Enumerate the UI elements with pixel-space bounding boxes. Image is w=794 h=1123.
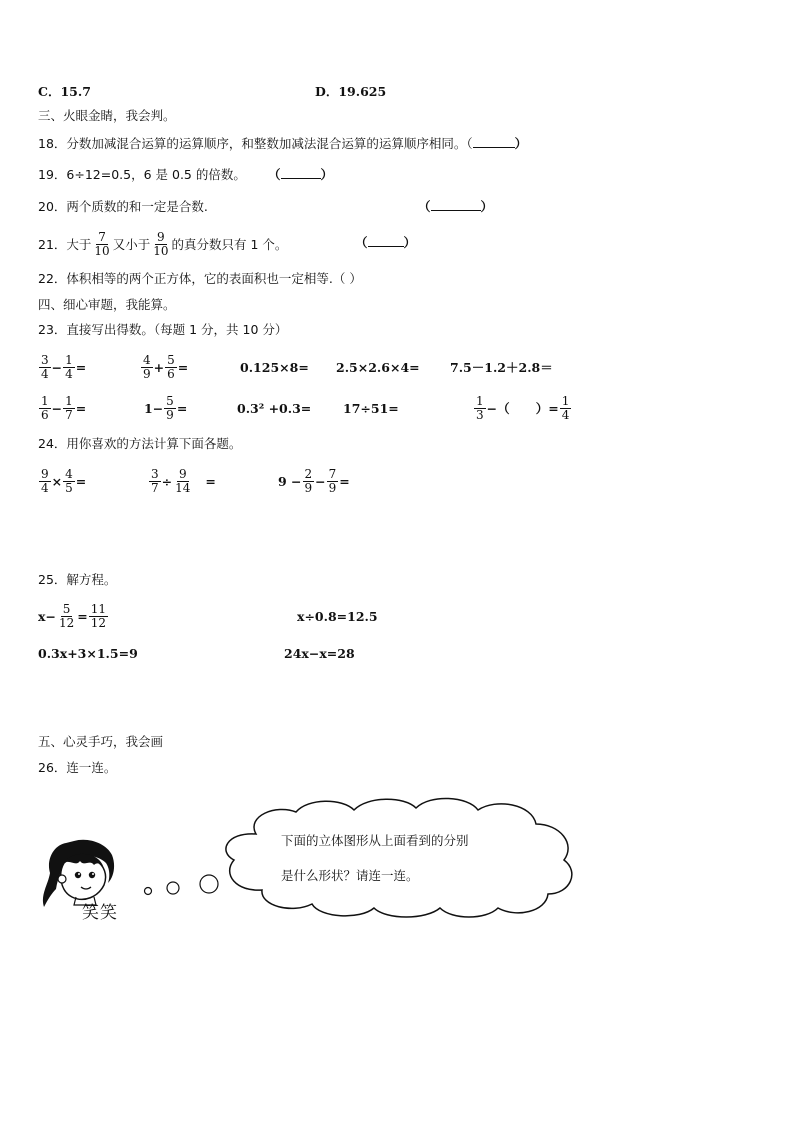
option-c: C．15.7 <box>38 84 91 99</box>
section-5-title: 五、心灵手巧，我会画 <box>38 734 164 749</box>
question-23-title: 23．直接写出得数。（每题 1 分，共 10 分） <box>38 322 288 337</box>
q23-item-5: 7.5－1.2＋2.8＝ <box>450 360 553 375</box>
q21-answer <box>355 235 416 251</box>
q20-answer <box>418 199 493 215</box>
q23-item-7: 1− $\frac{5}{9}$ = <box>144 393 188 422</box>
question-18 <box>38 136 527 152</box>
q24-item-2: $\frac{3}{7}$ ÷ $\frac{9}{14}$ = <box>151 466 216 495</box>
q21-pre: 21．大于 <box>38 237 92 252</box>
question-22: 22．体积相等的两个正方体，它的表面积也一定相等.（ ） <box>38 271 362 286</box>
q23-item-6: $\frac{1}{6}$ − $\frac{1}{7}$ = <box>41 393 87 422</box>
q21-fraction-1: $\frac{7}{10}$ <box>94 229 110 258</box>
q23-item-2: $\frac{4}{9}$ + $\frac{5}{6}$ = <box>143 352 189 381</box>
cloud-text-line-1: 下面的立体图形从上面看到的分别 <box>281 833 469 848</box>
q25-item-4: 24x−x=28 <box>284 646 355 661</box>
q21-mid: 又小于 <box>112 237 151 252</box>
section-3-title: 三、火眼金睛，我会判。 <box>38 108 176 123</box>
q21-post: 的真分数只有 1 个。 <box>171 237 288 252</box>
q19-answer <box>268 167 333 183</box>
question-21 <box>38 228 287 260</box>
q20-close: ） <box>480 199 494 214</box>
q19-text: 19．6÷12=0.5，6 是 0.5 的倍数。 <box>38 167 246 182</box>
q21-fraction-2: $\frac{9}{10}$ <box>153 229 169 258</box>
q24-item-3: 9 − $\frac{2}{9}$ − $\frac{7}{9}$ = <box>278 466 350 495</box>
q19-answer-blank[interactable] <box>281 167 321 179</box>
question-25-title: 25．解方程。 <box>38 572 117 587</box>
q19-open: （ <box>268 167 281 182</box>
q23-item-9: 17÷51= <box>343 401 399 416</box>
q21-answer-blank[interactable] <box>368 235 404 247</box>
q23-item-10: $\frac{1}{3}$ −（ ）= $\frac{1}{4}$ <box>476 393 570 422</box>
q18-answer-blank[interactable] <box>473 136 515 148</box>
section-4-title: 四、细心审题，我能算。 <box>38 297 176 312</box>
q20-answer-blank[interactable] <box>431 199 481 211</box>
q23-item-8: 0.3² +0.3= <box>237 401 312 416</box>
option-d: D．19.625 <box>315 84 387 99</box>
question-19 <box>38 167 246 183</box>
question-24-title: 24．用你喜欢的方法计算下面各题。 <box>38 436 242 451</box>
q24-item-1: $\frac{9}{4}$ × $\frac{4}{5}$ = <box>41 466 87 495</box>
question-20 <box>38 199 208 215</box>
q20-text: 20．两个质数的和一定是合数. <box>38 199 208 214</box>
thought-dots <box>140 870 224 900</box>
q21-open: （ <box>355 235 368 250</box>
q25-item-3: 0.3x+3×1.5=9 <box>38 646 138 661</box>
cloud-text-line-2: 是什么形状？请连一连。 <box>281 868 419 883</box>
q19-close: ） <box>320 167 334 182</box>
q25-item-2: x÷0.8=12.5 <box>297 609 378 624</box>
q25-item-1: x− $\frac{5}{12}$ = $\frac{11}{12}$ <box>38 601 106 630</box>
cloud-shape <box>216 794 582 920</box>
question-26-title: 26．连一连。 <box>38 760 117 775</box>
q23-item-1: $\frac{3}{4}$ − $\frac{1}{4}$ = <box>41 352 87 381</box>
q23-item-3: 0.125×8= <box>240 360 309 375</box>
girl-name-label: 笑笑 <box>82 903 118 923</box>
q23-item-4: 2.5×2.6×4= <box>336 360 420 375</box>
q18-close: ） <box>514 136 528 151</box>
q18-text: 18．分数加减混合运算的运算顺序，和整数加减法混合运算的运算顺序相同。（ <box>38 136 473 151</box>
q21-close: ） <box>403 235 417 250</box>
q20-open: （ <box>418 199 431 214</box>
